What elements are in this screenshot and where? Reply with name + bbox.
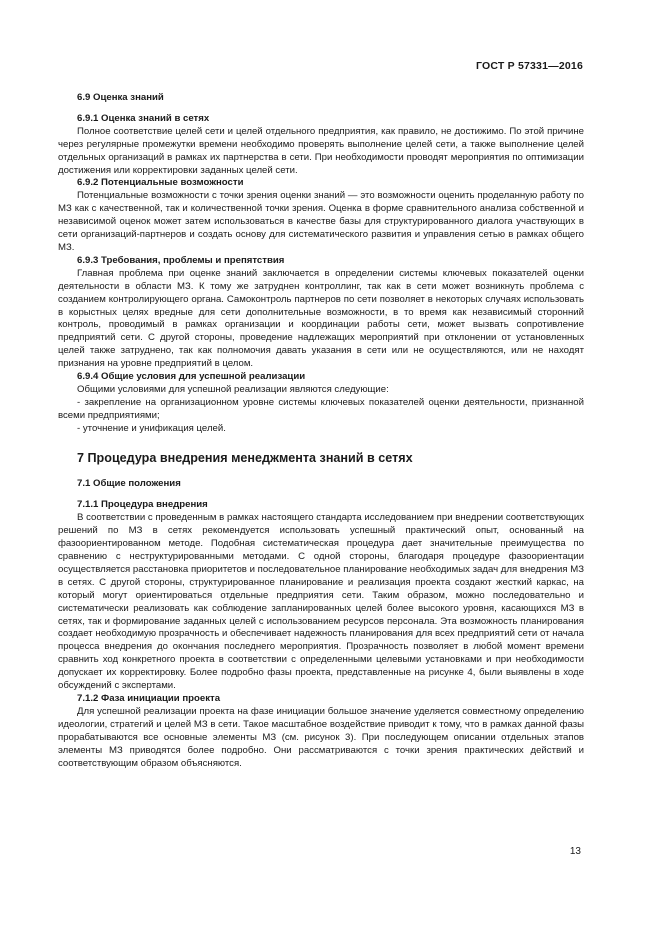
section-7-1-1-paragraph: В соответствии с проведенным в рамках настоящего стандарта исследованием при внедрении соответствующих решений по МЗ в сетях рекомендуется использовать успешный практический опыт, основанный на фазоориентированном методе. Подобная систематическая процедура дает значительные преимущества по сравнению с неструктурированными методами. С одной стороны, благодаря процедуре фазоориентации осуществляется расстановка приоритетов и последовательное планирование необходимых задач для внедрения МЗ в сетях. С другой стороны, структурированное планирование и реализация проекта создают жесткий каркас, на который могут ориентироваться отдельные предприятия сети. Таким образом, можно последовательно и систематически реализовать как соблюдение запланированных целей более высокого уровня, касающихся МЗ в сетях, так и формирование заданных целей с использованием ресурсов персонала. Эта возможность планирования создает необходимую прозрачность и обеспечивает надежность планирования для всех предприятий сети от начала процесса внедрения до окончания последнего мероприятия. Прозрачность позволяет в любой момент времени сравнить ход конкретного проекта в соответствии с определенными целевыми установками и при необходимости допускает их корректировку. Более подробно фазы проекта, представленные на рисунке 4, были выявлены в ходе обсуждений с экспертами. <box>58 512 584 692</box>
section-7-heading: 7 Процедура внедрения менеджмента знаний в сетях <box>77 450 413 465</box>
section-6-9-1-paragraph: Полное соответствие целей сети и целей отдельного предприятия, как правило, не достижимо. По этой причине через регулярные промежутки времени необходимо проверять выполнение целей сети, а также выполнение целей отдельных организаций в рамках их партнерства в сети. При необходимости проводят мероприятия по оптимизации достижения или корректировки заданных целей сети. <box>58 125 584 176</box>
section-7-1-heading: 7.1 Общие положения <box>77 478 181 490</box>
document-body <box>58 92 584 770</box>
section-6-9-3-paragraph: Главная проблема при оценке знаний заключается в определении системы ключевых показателей оценки деятельности в области МЗ. К тому же затруднен контроллинг, так как в сети может возникнуть проблема с созданием контролирующего органа. Самоконтроль партнеров по сети позволяет в некоторых случаях использовать в корыстных целях вредные для сети дополнительные возможности, в то время как независимый сторонний контроль, проводимый в рамках организации и координации работы сети, может вызвать сопротивление предприятий сети. С другой стороны, проведение надлежащих мероприятий при отклонении от установленных целей также затруднено, так как полномочия давать указания в сети или не осуществляются, или не находят признания на уровне предприятий в целом. <box>58 267 584 370</box>
section-6-9-4-paragraph: Общими условиями для успешной реализации являются следующие: <box>77 383 389 395</box>
section-6-9-3-heading: 6.9.3 Требования, проблемы и препятствия <box>77 254 285 266</box>
section-6-9-4-heading: 6.9.4 Общие условия для успешной реализации <box>77 371 306 383</box>
page-number: 13 <box>569 846 581 857</box>
section-6-9-heading: 6.9 Оценка знаний <box>77 92 164 103</box>
list-item: - закрепление на организационном уровне системы ключевых показателей оценки деятельности, признанной всеми предприятиями; <box>58 396 584 421</box>
section-7-1-2-paragraph: Для успешной реализации проекта на фазе инициации большое значение уделяется совместному определению идеологии, стратегий и целей МЗ в сети. Такое масштабное воздействие приводит к тому, что в рамках данной фазы прорабатываются все основные элементы МЗ (см. рисунок 3). При последующем описании отдельных этапов элементы МЗ приводятся более подробно. Они рассматриваются с точки зрения практических действий и соответствующим образом объясняются. <box>58 705 584 769</box>
standard-designation: ГОСТ Р 57331—2016 <box>475 60 583 72</box>
section-6-9-2-heading: 6.9.2 Потенциальные возможности <box>77 177 244 189</box>
section-7-1-2-heading: 7.1.2 Фаза инициации проекта <box>77 692 221 704</box>
section-6-9-2-paragraph: Потенциальные возможности с точки зрения оценки знаний — это возможности оценить проделанную работу по МЗ как с качественной, так и количественной точки зрения. Оценка в форме сравнительного анализа собственной и независимой оценок может затем использоваться в качестве базы для структурированного диалога участвующих в сети организаций-партнеров и создать основу для систематического развития и управления сетью в рамках общего МЗ. <box>58 190 584 253</box>
section-6-9-1-heading: 6.9.1 Оценка знаний в сетях <box>77 112 210 124</box>
section-7-1-1-heading: 7.1.1 Процедура внедрения <box>77 499 208 511</box>
list-item: - уточнение и унификация целей. <box>77 422 226 434</box>
